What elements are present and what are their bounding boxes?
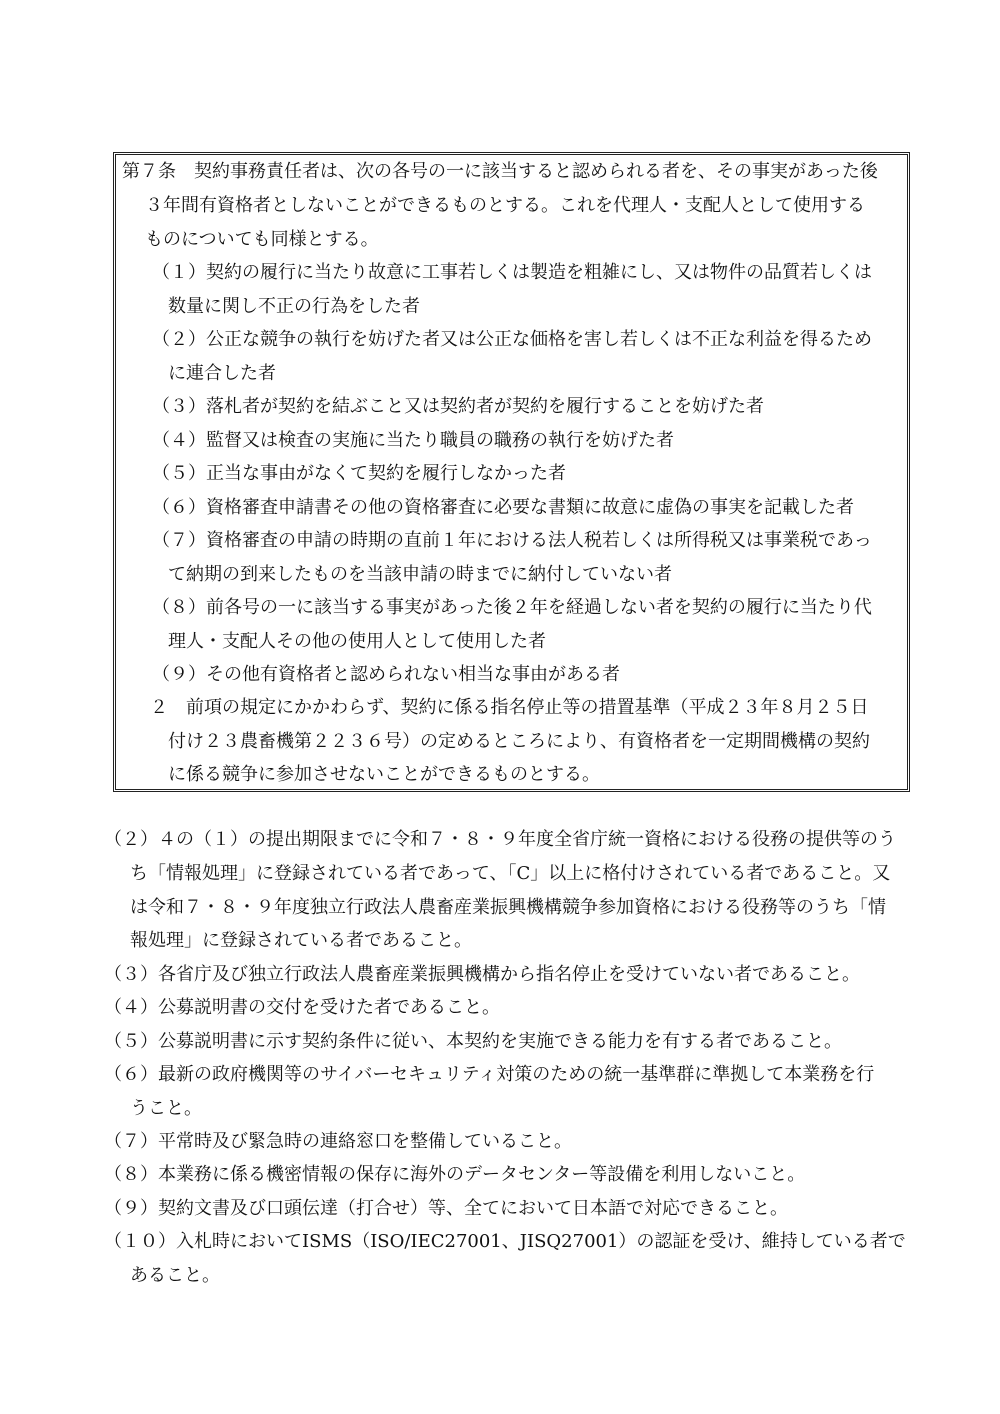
article-item-line: に連合した者 [168,363,276,384]
requirement-line: （３）各省庁及び独立行政法人農畜産業振興機構から指名停止を受けていない者であること。 [104,964,860,985]
requirement-line: ち「情報処理」に登録されている者であって、「C」以上に格付けされている者であること。又 [130,863,891,884]
article-item-line: （４）監督又は検査の実施に当たり職員の職務の執行を妨げた者 [152,430,674,451]
requirement-line: （７）平常時及び緊急時の連絡窓口を整備していること。 [104,1131,572,1152]
article-item-line: （１）契約の履行に当たり故意に工事若しくは製造を粗雑にし、又は物件の品質若しくは [152,262,872,283]
article-item-line: （７）資格審査の申請の時期の直前１年における法人税若しくは所得税又は事業税であっ [152,530,872,551]
article-item-line: （６）資格審査申請書その他の資格審査に必要な書類に故意に虚偽の事実を記載した者 [152,497,854,518]
article-item-line: （２）公正な競争の執行を妨げた者又は公正な価格を害し若しくは不正な利益を得るため [152,329,872,350]
requirement-line: （１０）入札時においてISMS（ISO/IEC27001、JISQ27001）の認証を受け、維持している者で [104,1231,906,1252]
article-text-line: ３年間有資格者としないことができるものとする。これを代理人・支配人として使用する [145,195,865,216]
requirement-line: （９）契約文書及び口頭伝達（打合せ）等、全てにおいて日本語で対応できること。 [104,1198,788,1219]
article-item-line: 数量に関し不正の行為をした者 [168,296,420,317]
article-text-line: 第７条 契約事務責任者は、次の各号の一に該当すると認められる者を、その事実があった後 [122,161,878,182]
article-paragraph-line: に係る競争に参加させないことができるものとする。 [168,764,600,785]
requirement-line: （４）公募説明書の交付を受けた者であること。 [104,997,500,1018]
article-item-line: （３）落札者が契約を結ぶこと又は契約者が契約を履行することを妨げた者 [152,396,764,417]
article-item-line: （８）前各号の一に該当する事実があった後２年を経過しない者を契約の履行に当たり代 [152,597,872,618]
requirement-line: （５）公募説明書に示す契約条件に従い、本契約を実施できる能力を有する者であること。 [104,1031,842,1052]
article-text-line: ものについても同様とする。 [145,229,379,250]
requirement-line: あること。 [130,1265,220,1286]
requirement-line: 報処理」に登録されている者であること。 [130,930,472,951]
requirement-line: （２）４の（１）の提出期限までに令和７・８・９年度全省庁統一資格における役務の提供等のう [104,829,896,850]
article-paragraph-line: 付け２３農畜機第２２３６号）の定めるところにより、有資格者を一定期間機構の契約 [168,731,870,752]
requirement-line: （８）本業務に係る機密情報の保存に海外のデータセンター等設備を利用しないこと。 [104,1164,806,1185]
article-item-line: （５）正当な事由がなくて契約を履行しなかった者 [152,463,566,484]
requirement-line: うこと。 [130,1098,202,1119]
article-paragraph-line: ２ 前項の規定にかかわらず、契約に係る指名停止等の措置基準（平成２３年８月２５日 [150,697,869,718]
article-item-line: 理人・支配人その他の使用人として使用した者 [168,631,546,652]
requirement-line: は令和７・８・９年度独立行政法人農畜産業振興機構競争参加資格における役務等のうち「情 [130,897,886,918]
article-item-line: て納期の到来したものを当該申請の時までに納付していない者 [168,564,672,585]
article-item-line: （９）その他有資格者と認められない相当な事由がある者 [152,664,620,685]
requirement-line: （６）最新の政府機関等のサイバーセキュリティ対策のための統一基準群に準拠して本業務を行 [104,1064,875,1085]
